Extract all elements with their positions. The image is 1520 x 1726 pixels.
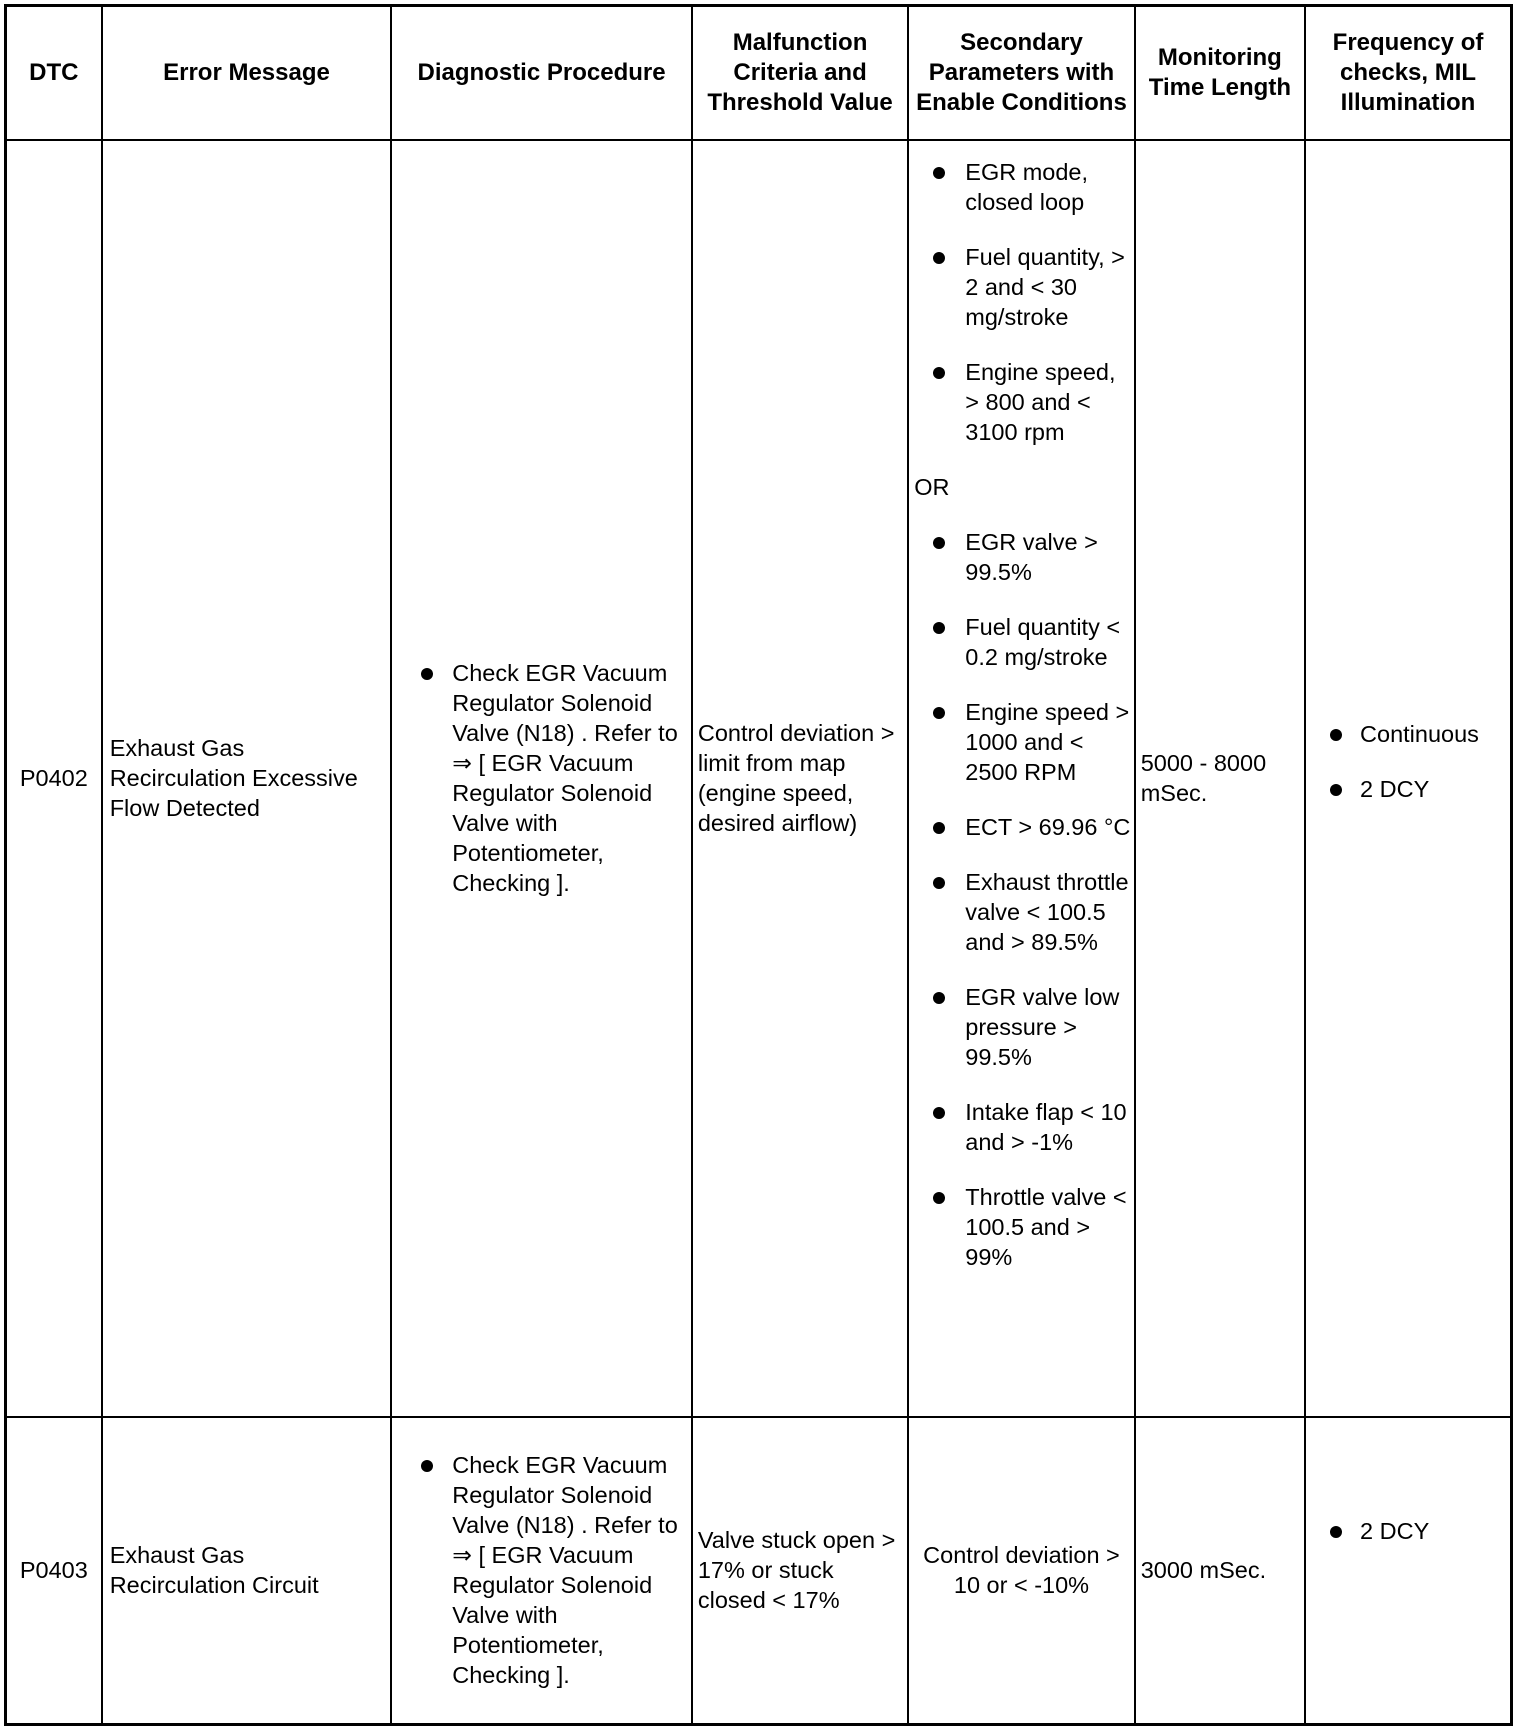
error-message: Exhaust Gas Recirculation Circuit <box>102 1417 392 1725</box>
monitoring-time: 5000 - 8000 mSec. <box>1135 140 1305 1417</box>
header-frequency: Frequency of checks, MIL Illumination <box>1305 6 1511 140</box>
diagnostic-procedure-item: Check EGR Vacuum Regulator Solenoid Valve (N18) . Refer to ⇒ [ EGR Vacuum Regulator Solenoid Valve with Potentiometer, Checking ]. <box>397 1450 687 1690</box>
frequency-item: 2 DCY <box>1306 1516 1510 1546</box>
diagnostic-procedure <box>391 140 692 1417</box>
or-separator: OR <box>914 473 950 500</box>
diagnostic-procedure-item: Check EGR Vacuum Regulator Solenoid Valve (N18) . Refer to ⇒ [ EGR Vacuum Regulator Solenoid Valve with Potentiometer, Checking ]. <box>397 658 687 898</box>
secondary-item: Intake flap < 10 and > -1% <box>909 1097 1133 1157</box>
frequency-item: 2 DCY <box>1306 774 1510 804</box>
header-error-message: Error Message <box>102 6 392 140</box>
secondary-item: Engine speed > 1000 and < 2500 RPM <box>909 697 1133 787</box>
malfunction-criteria: Valve stuck open > 17% or stuck closed < 17% <box>692 1417 908 1725</box>
header-dtc: DTC <box>6 6 102 140</box>
secondary-item: ECT > 69.96 °C <box>909 812 1133 842</box>
table-row <box>6 1417 1512 1725</box>
secondary-item: EGR mode, closed loop <box>909 157 1133 217</box>
header-monitoring-time: Monitoring Time Length <box>1135 6 1305 140</box>
secondary-item: EGR valve > 99.5% <box>909 527 1133 587</box>
error-message: Exhaust Gas Recirculation Excessive Flow Detected <box>102 140 392 1417</box>
secondary-item: Fuel quantity < 0.2 mg/stroke <box>909 612 1133 672</box>
frequency-item: Continuous <box>1306 719 1510 749</box>
secondary-item: Throttle valve < 100.5 and > 99% <box>909 1182 1133 1272</box>
header-diagnostic-procedure: Diagnostic Procedure <box>391 6 692 140</box>
secondary-item: Engine speed, > 800 and < 3100 rpm <box>909 357 1133 447</box>
secondary-group-1 <box>909 157 1133 447</box>
monitoring-time: 3000 mSec. <box>1135 1417 1305 1725</box>
secondary-item: Fuel quantity, > 2 and < 30 mg/stroke <box>909 242 1133 332</box>
header-row <box>6 6 1512 140</box>
malfunction-criteria: Control deviation > limit from map (engine speed, desired airflow) <box>692 140 908 1417</box>
secondary-group-2 <box>909 527 1133 1272</box>
header-malfunction-criteria: Malfunction Criteria and Threshold Value <box>692 6 908 140</box>
secondary-item: Exhaust throttle valve < 100.5 and > 89.5% <box>909 867 1133 957</box>
diagnostic-procedure <box>391 1417 692 1725</box>
secondary-parameters: Control deviation > 10 or < -10% <box>908 1417 1134 1725</box>
frequency <box>1305 140 1511 1417</box>
dtc-code: P0402 <box>6 140 102 1417</box>
dtc-table <box>4 4 1513 1726</box>
table-row <box>6 140 1512 1417</box>
dtc-code: P0403 <box>6 1417 102 1725</box>
frequency <box>1305 1417 1511 1725</box>
header-secondary-parameters: Secondary Parameters with Enable Conditions <box>908 6 1134 140</box>
secondary-item: EGR valve low pressure > 99.5% <box>909 982 1133 1072</box>
secondary-parameters <box>908 140 1134 1417</box>
